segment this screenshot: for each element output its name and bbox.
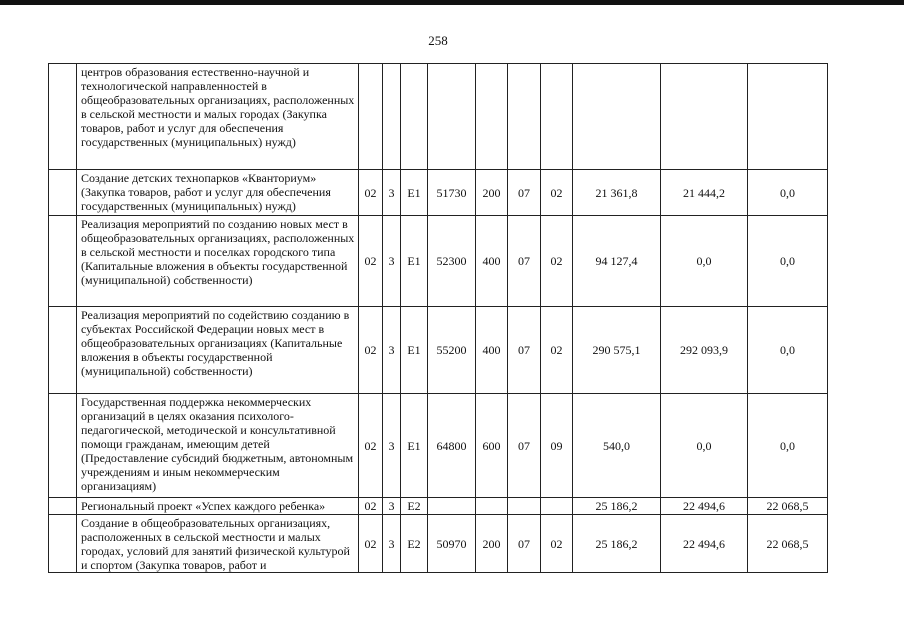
project-code bbox=[401, 64, 428, 170]
expense-type-code bbox=[476, 64, 508, 170]
direction-code: 50970 bbox=[428, 515, 476, 573]
index-cell bbox=[49, 394, 77, 498]
section-code: 07 bbox=[508, 170, 541, 216]
subsection-code: 02 bbox=[541, 170, 573, 216]
subprogram-code: 3 bbox=[383, 515, 401, 573]
item-description: Реализация мероприятий по содействию созданию в субъектах Российской Федерации новых мест в общеобразовательных организациях (Капитальные вложения в объекты государственной (муниципальной) собственности) bbox=[77, 307, 359, 394]
project-code: Е2 bbox=[401, 498, 428, 515]
amount-year-3: 0,0 bbox=[748, 170, 828, 216]
page-number: 258 bbox=[428, 33, 448, 48]
subsection-code bbox=[541, 498, 573, 515]
amount-year-3: 22 068,5 bbox=[748, 515, 828, 573]
amount-year-3 bbox=[748, 64, 828, 170]
table-row bbox=[49, 64, 828, 170]
amount-year-2: 292 093,9 bbox=[661, 307, 748, 394]
amount-year-1 bbox=[573, 64, 661, 170]
amount-year-2: 0,0 bbox=[661, 216, 748, 307]
project-code: Е1 bbox=[401, 394, 428, 498]
amount-year-1: 21 361,8 bbox=[573, 170, 661, 216]
subsection-code: 02 bbox=[541, 307, 573, 394]
section-code bbox=[508, 498, 541, 515]
index-cell bbox=[49, 216, 77, 307]
expense-type-code: 200 bbox=[476, 170, 508, 216]
direction-code bbox=[428, 498, 476, 515]
item-description: Создание детских технопарков «Кванториум» (Закупка товаров, работ и услуг для обеспечения государственных (муниципальных) нужд) bbox=[77, 170, 359, 216]
scan-top-border bbox=[0, 0, 904, 5]
item-description: Реализация мероприятий по созданию новых мест в общеобразовательных организациях, расположенных в сельской местности и поселках городского типа (Капитальные вложения в объекты государственной (муниципальной) собственности) bbox=[77, 216, 359, 307]
direction-code: 64800 bbox=[428, 394, 476, 498]
expense-type-code: 400 bbox=[476, 216, 508, 307]
subsection-code bbox=[541, 64, 573, 170]
direction-code: 52300 bbox=[428, 216, 476, 307]
amount-year-2: 22 494,6 bbox=[661, 498, 748, 515]
program-code: 02 bbox=[359, 515, 383, 573]
program-code: 02 bbox=[359, 394, 383, 498]
expense-type-code: 200 bbox=[476, 515, 508, 573]
program-code: 02 bbox=[359, 170, 383, 216]
project-code: Е2 bbox=[401, 515, 428, 573]
table-row bbox=[49, 515, 828, 573]
program-code: 02 bbox=[359, 498, 383, 515]
section-code bbox=[508, 64, 541, 170]
amount-year-2: 0,0 bbox=[661, 394, 748, 498]
index-cell bbox=[49, 498, 77, 515]
item-description: Создание в общеобразовательных организациях, расположенных в сельской местности и малых городах, условий для занятий физической культурой и спортом (Закупка товаров, работ и bbox=[77, 515, 359, 573]
section-code: 07 bbox=[508, 307, 541, 394]
expense-type-code: 400 bbox=[476, 307, 508, 394]
amount-year-1: 290 575,1 bbox=[573, 307, 661, 394]
direction-code bbox=[428, 64, 476, 170]
project-code: Е1 bbox=[401, 216, 428, 307]
subsection-code: 02 bbox=[541, 216, 573, 307]
amount-year-3: 0,0 bbox=[748, 307, 828, 394]
table-row bbox=[49, 170, 828, 216]
expense-type-code bbox=[476, 498, 508, 515]
section-code: 07 bbox=[508, 216, 541, 307]
subprogram-code: 3 bbox=[383, 394, 401, 498]
project-code: Е1 bbox=[401, 307, 428, 394]
direction-code: 51730 bbox=[428, 170, 476, 216]
table-row bbox=[49, 498, 828, 515]
budget-table bbox=[48, 63, 828, 573]
item-description: Региональный проект «Успех каждого ребенка» bbox=[77, 498, 359, 515]
item-description: центров образования естественно-научной и технологической направленностей в общеобразовательных организациях, расположенных в сельской местности и малых городах (Закупка товаров, работ и услуг для обеспечения государственных (муниципальных) нужд) bbox=[77, 64, 359, 170]
amount-year-1: 540,0 bbox=[573, 394, 661, 498]
index-cell bbox=[49, 307, 77, 394]
program-code: 02 bbox=[359, 216, 383, 307]
amount-year-3: 0,0 bbox=[748, 216, 828, 307]
project-code: Е1 bbox=[401, 170, 428, 216]
amount-year-3: 22 068,5 bbox=[748, 498, 828, 515]
direction-code: 55200 bbox=[428, 307, 476, 394]
table-row bbox=[49, 307, 828, 394]
amount-year-1: 25 186,2 bbox=[573, 515, 661, 573]
subsection-code: 09 bbox=[541, 394, 573, 498]
index-cell bbox=[49, 64, 77, 170]
table-row bbox=[49, 394, 828, 498]
subprogram-code: 3 bbox=[383, 216, 401, 307]
section-code: 07 bbox=[508, 394, 541, 498]
amount-year-3: 0,0 bbox=[748, 394, 828, 498]
subprogram-code: 3 bbox=[383, 307, 401, 394]
amount-year-2 bbox=[661, 64, 748, 170]
expense-type-code: 600 bbox=[476, 394, 508, 498]
amount-year-1: 25 186,2 bbox=[573, 498, 661, 515]
subsection-code: 02 bbox=[541, 515, 573, 573]
table-row bbox=[49, 216, 828, 307]
amount-year-2: 22 494,6 bbox=[661, 515, 748, 573]
index-cell bbox=[49, 515, 77, 573]
program-code: 02 bbox=[359, 307, 383, 394]
subprogram-code: 3 bbox=[383, 498, 401, 515]
program-code bbox=[359, 64, 383, 170]
subprogram-code bbox=[383, 64, 401, 170]
item-description: Государственная поддержка некоммерческих организаций в целях оказания психолого-педагогической, методической и консультативной помощи гражданам, имеющим детей (Предоставление субсидий бюджетным, автономным учреждениям и иным некоммерческим организациям) bbox=[77, 394, 359, 498]
amount-year-1: 94 127,4 bbox=[573, 216, 661, 307]
subprogram-code: 3 bbox=[383, 170, 401, 216]
section-code: 07 bbox=[508, 515, 541, 573]
index-cell bbox=[49, 170, 77, 216]
amount-year-2: 21 444,2 bbox=[661, 170, 748, 216]
